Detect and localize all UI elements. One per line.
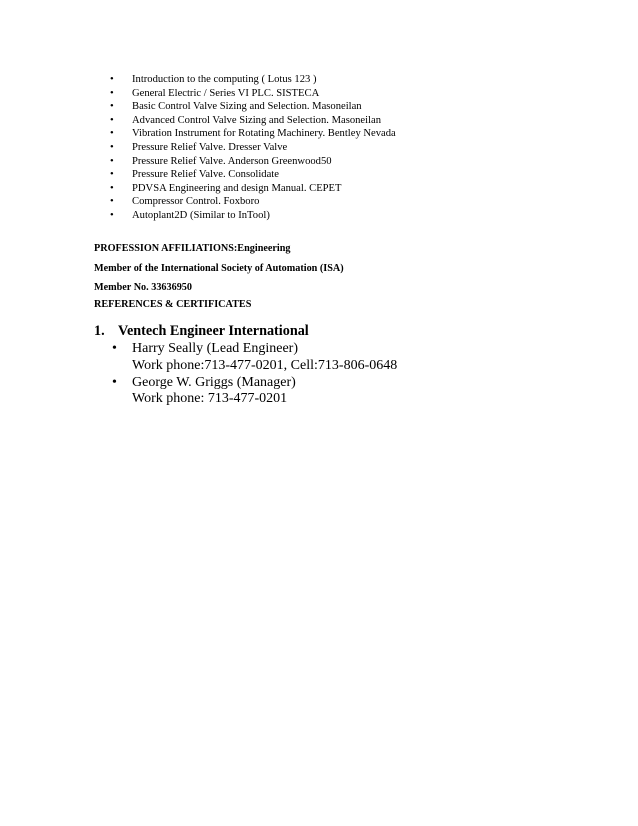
bullet-icon: • (110, 87, 114, 99)
list-item (104, 127, 604, 141)
isa-membership: Member of the International Society of Automation (ISA) (94, 263, 344, 274)
bullet-icon: • (110, 101, 114, 113)
course-text: Autoplant2D (Similar to InTool) (132, 209, 270, 221)
affiliations-heading: PROFESSION AFFILIATIONS:Engineering (94, 243, 291, 254)
reference-company (94, 323, 594, 340)
contact-name: George W. Griggs (Manager) (132, 374, 296, 390)
course-text: Pressure Relief Valve. Anderson Greenwood50 (132, 155, 332, 167)
contact-name: Harry Seally (Lead Engineer) (132, 341, 298, 356)
reference-number: 1. (94, 323, 105, 339)
list-item (104, 168, 604, 182)
list-item (104, 209, 604, 223)
bullet-icon: • (110, 196, 114, 208)
bullet-icon: • (110, 74, 114, 85)
course-text: Vibration Instrument for Rotating Machinery. Bentley Nevada (132, 128, 396, 140)
bullet-icon: • (110, 182, 114, 194)
course-text: Pressure Relief Valve. Dresser Valve (132, 141, 288, 153)
list-item (104, 114, 604, 128)
contact-item (94, 375, 594, 409)
bullet-icon: • (110, 114, 114, 126)
course-text: Advanced Control Valve Sizing and Selection. Masoneilan (132, 114, 381, 126)
references-heading: REFERENCES & CERTIFICATES (94, 299, 252, 310)
course-text: Introduction to the computing ( Lotus 123 ) (132, 74, 317, 85)
bullet-icon: • (110, 128, 114, 140)
course-text: General Electric / Series VI PLC. SISTECA (132, 87, 320, 99)
course-text: Compressor Control. Foxboro (132, 196, 260, 208)
course-text: PDVSA Engineering and design Manual. CEPET (132, 182, 342, 194)
course-text: Basic Control Valve Sizing and Selection. Masoneilan (132, 101, 362, 113)
contact-phone: Work phone: 713-477-0201 (132, 391, 288, 407)
bullet-icon: • (110, 141, 114, 153)
bullet-icon: • (110, 209, 114, 221)
company-name: Ventech Engineer International (118, 323, 309, 339)
contact-item (94, 341, 594, 375)
list-item (104, 141, 604, 155)
list-item (104, 73, 604, 87)
contact-phone: Work phone:713-477-0201, Cell:713-806-0648 (132, 357, 398, 373)
list-item (104, 182, 604, 196)
bullet-icon: • (110, 155, 114, 167)
training-course-list (104, 73, 604, 223)
contact-list (94, 341, 594, 408)
member-number: Member No. 33636950 (94, 282, 192, 293)
list-item (104, 155, 604, 169)
course-text: Pressure Relief Valve. Consolidate (132, 169, 279, 181)
reference-entry (94, 323, 594, 408)
bullet-icon: • (112, 341, 117, 356)
bullet-icon: • (110, 169, 114, 181)
bullet-icon: • (112, 374, 117, 390)
list-item (104, 100, 604, 114)
list-item (104, 87, 604, 101)
list-item (104, 195, 604, 209)
